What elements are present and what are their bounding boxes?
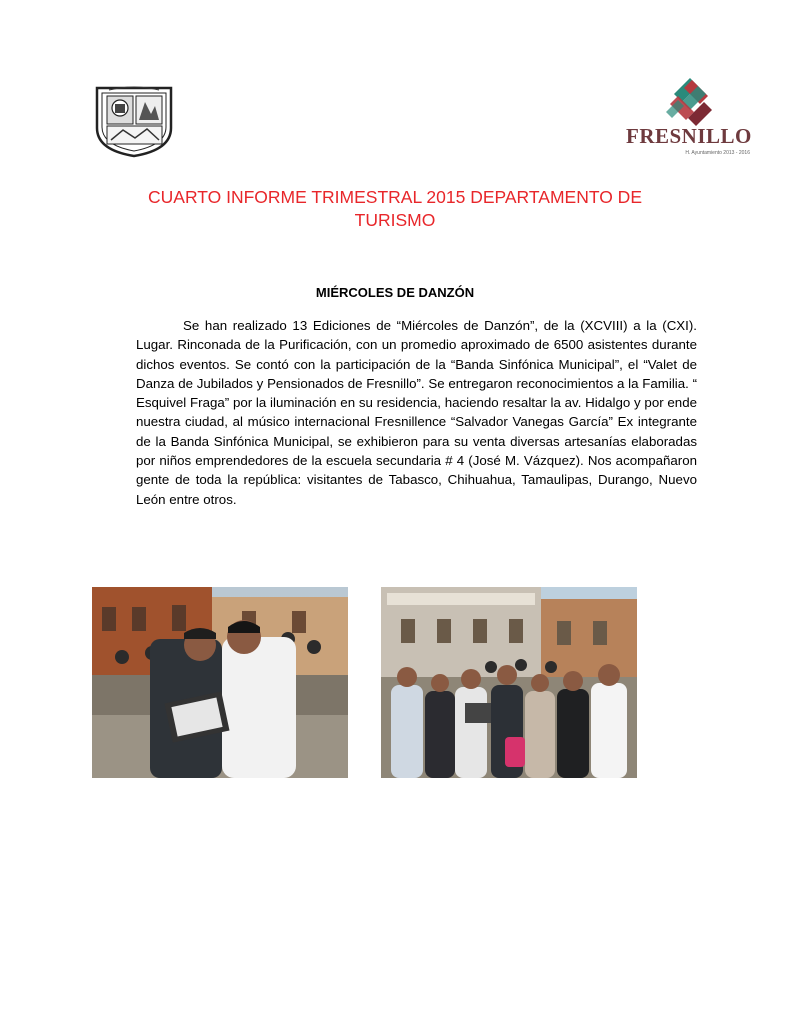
fresnillo-logo-subtext: H. Ayuntamiento 2013 - 2016 xyxy=(685,150,750,156)
university-seal-icon xyxy=(93,82,175,158)
award-ceremony-photo-icon xyxy=(92,587,348,778)
document-title: CUARTO INFORME TRIMESTRAL 2015 DEPARTAMENTO DE TURISMO xyxy=(148,187,642,230)
fresnillo-logo-text: FRESNILLO xyxy=(626,124,752,148)
body-paragraph: Se han realizado 13 Ediciones de “Miércoles de Danzón”, de la (XCVIII) a la (CXI). Lugar. Rinconada de la Purificación, con un promedio aproximado de 6500 asistentes durante dichos eventos. Se contó con la participación de la “Banda Sinfónica Municipal”, el “Valet de Danza de Jubilados y Pensionados de Fresnillo”. Se entregaron reconocimientos a la Familia. “ Esquivel Fraga” por la iluminación en su residencia, haciendo resaltar la av. Hidalgo y por ende nuestra ciudad, al músico internacional Fresnillence “Salvador Vanegas García” Ex integrante de la Banda Sinfónica Municipal, se exhibieron para su venta diversas artesanías elaboradas por niños emprendedores de la escuela secundaria # 4 (José M. Vázquez). Nos acompañaron gente de toda la república: visitantes de Tabasco, Chihuahua, Tamaulipas, Durango, Nuevo León entre otros. xyxy=(136,318,697,507)
section-heading: MIÉRCOLES DE DANZÓN xyxy=(315,285,475,300)
group-photo-icon xyxy=(381,587,637,778)
